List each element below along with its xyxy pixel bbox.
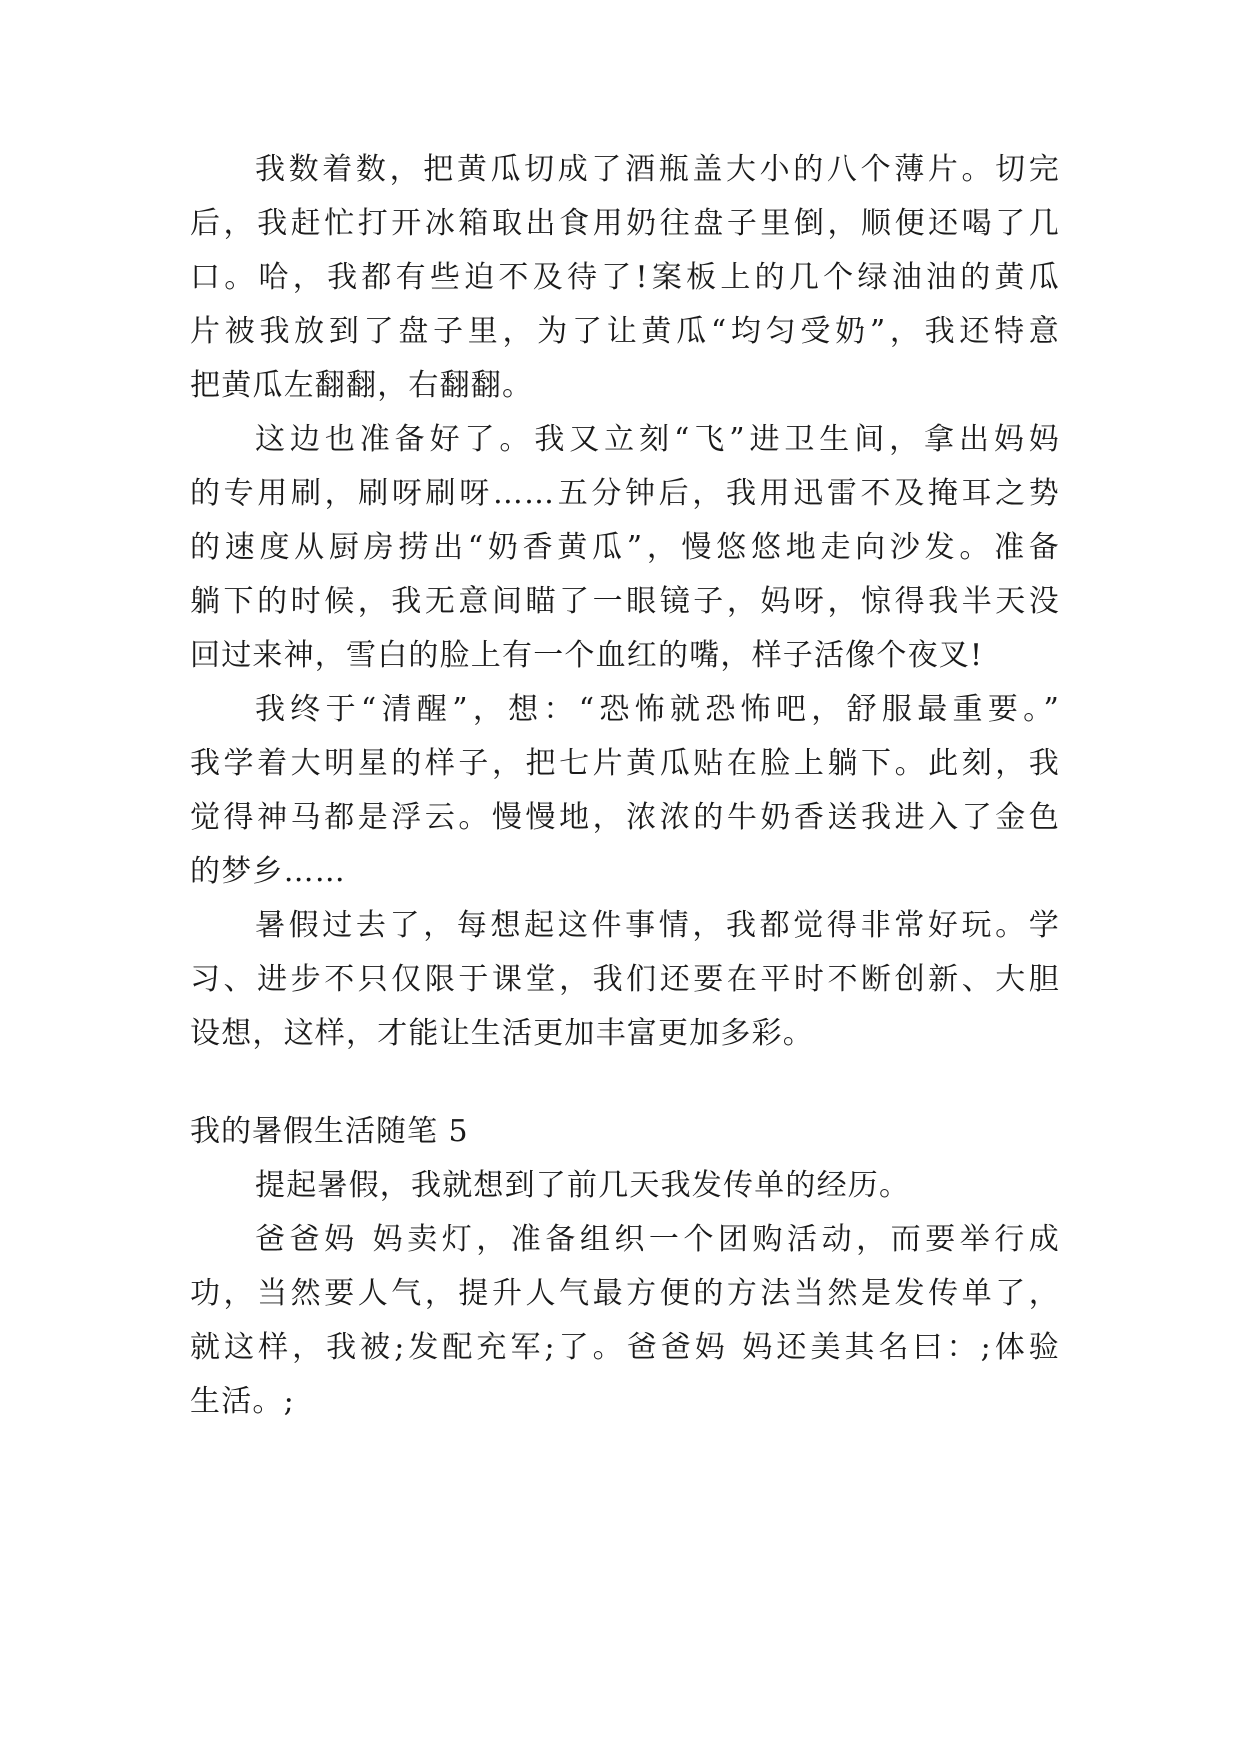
section-paragraph-2-line-3: 就这样，我被;发配充军;了。爸爸妈 妈还美其名曰：;体验 [190,1330,1060,1365]
paragraph-2-line-4: 躺下的时候，我无意间瞄了一眼镜子，妈呀，惊得我半天没 [190,584,1060,619]
paragraph-1-line-3: 口。哈，我都有些迫不及待了!案板上的几个绿油油的黄瓜 [190,260,1060,295]
section-paragraph-2-line-4: 生活。; [190,1384,295,1419]
section-paragraph-1-line-1: 提起暑假，我就想到了前几天我发传单的经历。 [255,1168,911,1203]
paragraph-3-line-1: 我终于“清醒”，想：“恐怖就恐怖吧，舒服最重要。” [255,692,1060,727]
paragraph-2-line-5: 回过来神，雪白的脸上有一个血红的嘴，样子活像个夜叉! [190,638,984,673]
paragraph-3-line-4: 的梦乡…… [190,854,346,889]
paragraph-4-line-3: 设想，这样，才能让生活更加丰富更加多彩。 [190,1016,814,1051]
paragraph-3-line-2: 我学着大明星的样子，把七片黄瓜贴在脸上躺下。此刻，我 [190,746,1060,781]
paragraph-2-line-3: 的速度从厨房捞出“奶香黄瓜”，慢悠悠地走向沙发。准备 [190,530,1060,565]
paragraph-2-line-2: 的专用刷，刷呀刷呀……五分钟后，我用迅雷不及掩耳之势 [190,476,1060,511]
section-paragraph-2-line-2: 功，当然要人气，提升人气最方便的方法当然是发传单了， [190,1276,1060,1311]
paragraph-3-line-3: 觉得神马都是浮云。慢慢地，浓浓的牛奶香送我进入了金色 [190,800,1060,835]
paragraph-1-line-1: 我数着数，把黄瓜切成了酒瓶盖大小的八个薄片。切完 [255,152,1060,187]
paragraph-1-line-2: 后，我赶忙打开冰箱取出食用奶往盘子里倒，顺便还喝了几 [190,206,1060,241]
paragraph-1-line-5: 把黄瓜左翻翻，右翻翻。 [190,368,534,403]
section-paragraph-2-line-1: 爸爸妈 妈卖灯，准备组织一个团购活动，而要举行成 [255,1222,1060,1257]
paragraph-4-line-2: 习、进步不只仅限于课堂，我们还要在平时不断创新、大胆 [190,962,1060,997]
paragraph-1-line-4: 片被我放到了盘子里，为了让黄瓜“均匀受奶”，我还特意 [190,314,1060,349]
paragraph-4-line-1: 暑假过去了，每想起这件事情，我都觉得非常好玩。学 [255,908,1060,943]
section-heading: 我的暑假生活随笔 5 [190,1114,469,1149]
paragraph-2-line-1: 这边也准备好了。我又立刻“飞”进卫生间，拿出妈妈 [255,422,1060,457]
